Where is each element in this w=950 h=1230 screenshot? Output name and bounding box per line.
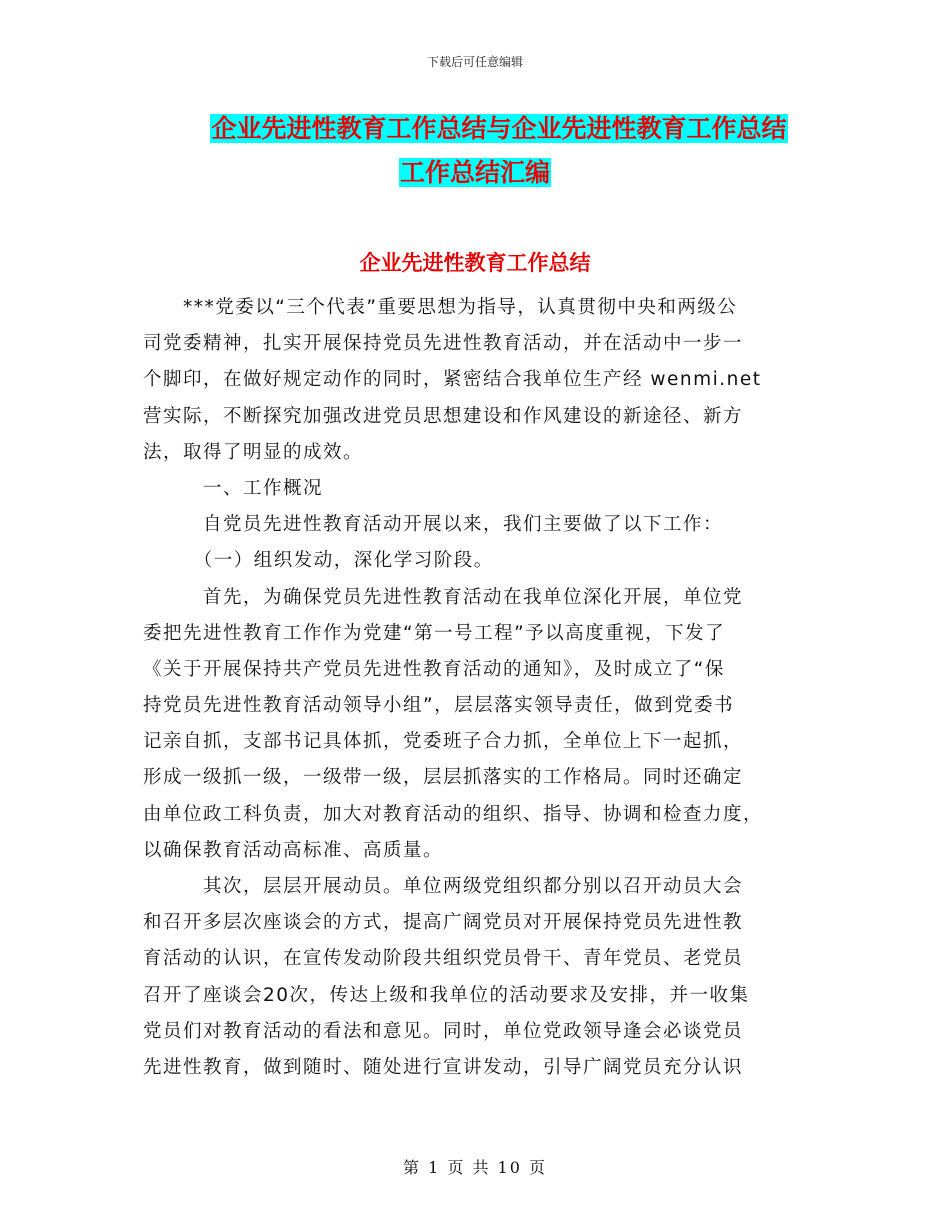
body-line: 法，取得了明显的成效。 [143,441,364,463]
body-line: 其次，层层开展动员。单位两级党组织都分别以召开动员大会 [143,876,744,897]
body-line: 一、工作概况 [143,477,324,499]
section-title: 企业先进性教育工作总结 [359,251,591,275]
title-highlight-2: 工作总结汇编 [399,158,550,187]
body-line: 个脚印，在做好规定动作的同时，紧密结合我单位生产经 wenmi.net [143,369,762,391]
header-note: 下载后可任意编辑 [426,55,523,69]
body-line: 先进性教育，做到随时、随处进行宣讲发动，引导广阔党员充分认识 [143,1056,744,1078]
body-text [143,290,808,1086]
document-title-line-2 [0,156,950,190]
body-line: 自党员先进性教育活动开展以来，我们主要做了以下工作： [143,514,724,536]
body-line: 以确保教育活动高标准、高质量。 [143,839,444,861]
body-line: 形成一级抓一级，一级带一级，层层抓落实的工作格局。同时还确定 [143,767,744,789]
document-title-line-1 [24,112,950,146]
body-line: 和召开多层次座谈会的方式，提高广阔党员对开展保持党员先进性教 [143,912,744,934]
body-line: 召开了座谈会20次，传达上级和我单位的活动要求及安排，并一收集 [143,984,750,1006]
page-footer: 第 1 页 共 10 页 [403,1158,547,1177]
body-line: 委把先进性教育工作作为党建“第一号工程”予以高度重视，下发了 [143,622,726,644]
body-line: 营实际，不断探究加强改进党员思想建设和作风建设的新途径、新方 [143,405,744,427]
body-line: 持党员先进性教育活动领导小组”，层层落实领导责任，做到党委书 [143,695,735,717]
title-highlight-1: 企业先进性教育工作总结与企业先进性教育工作总结 [211,114,787,143]
body-line: （一）组织发动，深化学习阶段。 [143,550,494,572]
body-line: 记亲自抓，支部书记具体抓，党委班子合力抓，全单位上下一起抓， [143,731,744,753]
body-line: 首先，为确保党员先进性教育活动在我单位深化开展，单位党 [143,586,744,608]
body-line: 由单位政工科负责，加大对教育活动的组织、指导、协调和检查力度， [143,803,764,825]
body-line: 党员们对教育活动的看法和意见。同时，单位党政领导逢会必谈党员 [143,1020,744,1042]
body-line: ***党委以“三个代表”重要思想为指导，认真贯彻中央和两级公 [143,297,738,318]
body-line: 司党委精神，扎实开展保持党员先进性教育活动，并在活动中一步一 [143,333,744,355]
body-line: 《关于开展保持共产党员先进性教育活动的通知》，及时成立了“保 [143,658,725,680]
body-line: 育活动的认识，在宣传发动阶段共组织党员骨干、青年党员、老党员 [143,948,744,970]
